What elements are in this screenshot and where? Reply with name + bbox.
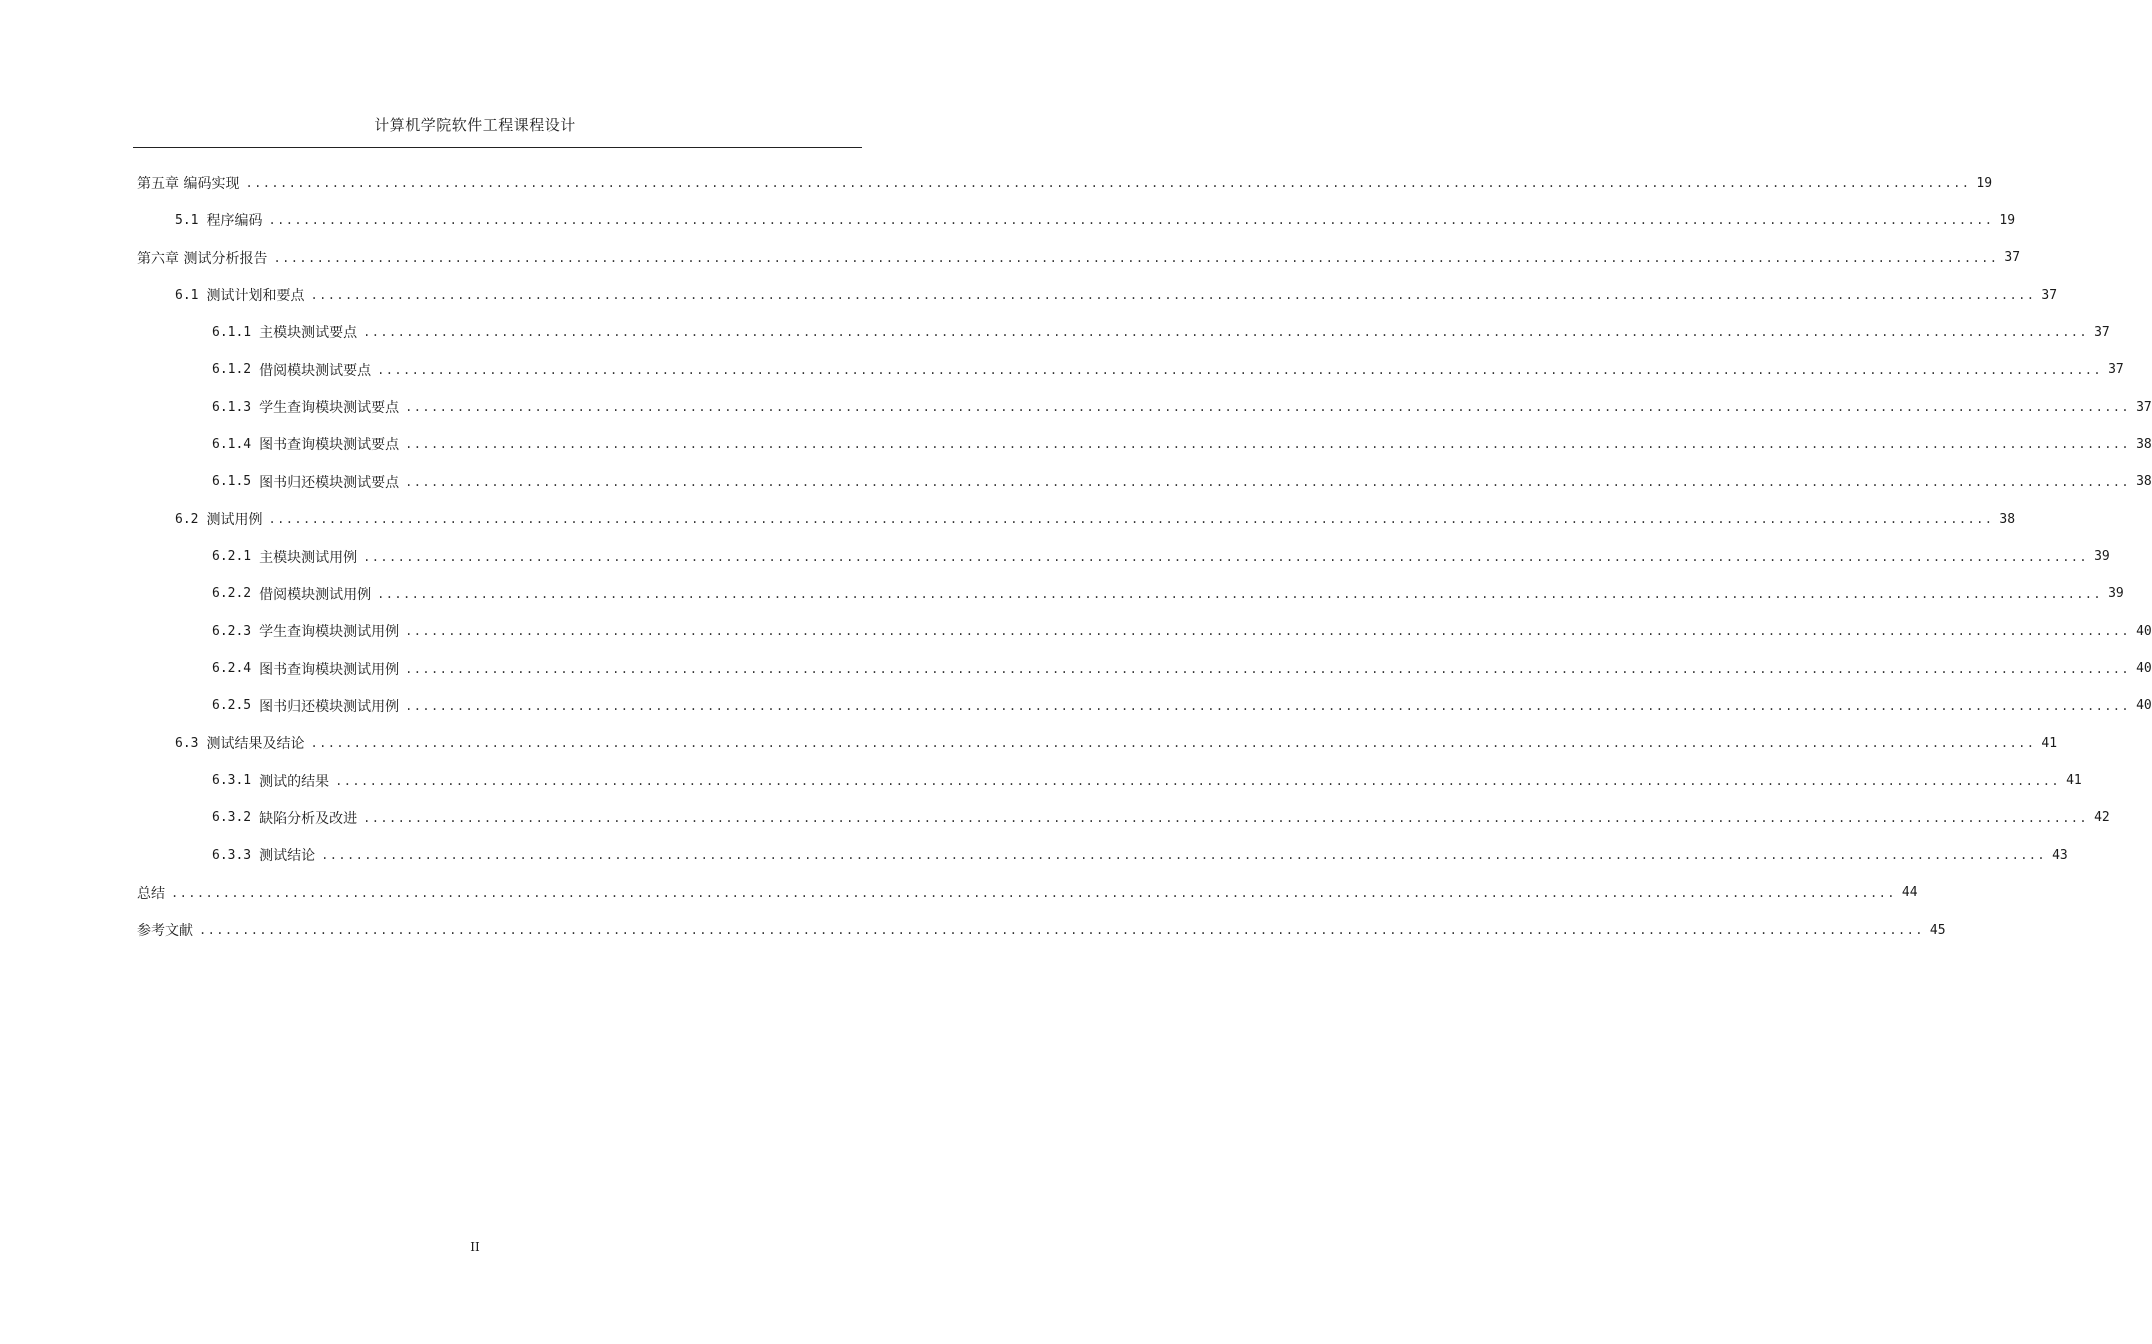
toc-entry[interactable] [175, 282, 2058, 308]
toc-entry[interactable] [212, 357, 2124, 383]
toc-entry-title: 图书归还模块测试要点 [259, 474, 400, 491]
toc-entry-page: 39 [2094, 549, 2110, 564]
toc-entry-page: 41 [2066, 773, 2082, 789]
toc-entry-page: 37 [2094, 324, 2110, 340]
toc-entry-title: 主模块测试用例 [259, 549, 358, 566]
toc-dot-leader: ........................................................................................................................................................................................................ [363, 325, 2089, 340]
toc-entry[interactable] [212, 693, 2152, 719]
toc-entry-number: 6.2.5 [212, 698, 252, 714]
toc-entry-title: 图书查询模块测试用例 [259, 661, 400, 678]
toc-entry-number: 6.3.3 [212, 847, 252, 863]
toc-entry[interactable] [137, 880, 1918, 906]
toc-entry-page: 41 [2041, 735, 2058, 751]
toc-entry[interactable] [137, 917, 1946, 943]
toc-entry-page: 38 [2136, 436, 2152, 452]
toc-entry-number: 6.2.2 [212, 586, 252, 602]
toc-dot-leader: ........................................................................................................................................................................................................ [310, 288, 2036, 303]
toc-dot-leader: ........................................................................................................................................................................................................ [377, 586, 2103, 601]
toc-dot-leader: ........................................................................................................................................................................................................ [405, 624, 2131, 639]
toc-entry-title: 第六章 测试分析报告 [137, 250, 268, 267]
toc-dot-leader: ........................................................................................................................................................................................................ [405, 661, 2131, 676]
toc-entry[interactable] [212, 656, 2152, 682]
toc-entry-title: 第五章 编码实现 [137, 176, 240, 192]
toc-dot-leader: ........................................................................................................................................................................................................ [363, 549, 2089, 564]
toc-dot-leader: ........................................................................................................................................................................................................ [405, 698, 2131, 713]
toc-entry-page: 45 [1929, 922, 1946, 938]
toc-entry-page: 19 [1999, 212, 2016, 228]
toc-entry-title: 测试结果及结论 [206, 736, 305, 753]
toc-entry[interactable] [175, 506, 2016, 532]
toc-entry-title: 学生查询模块测试要点 [259, 400, 400, 417]
toc-entry[interactable] [212, 805, 2110, 831]
toc-entry-number: 6.2.3 [212, 623, 252, 639]
toc-entry[interactable] [212, 431, 2152, 457]
toc-entry-number: 6.1.1 [212, 324, 252, 340]
toc-entry[interactable] [212, 768, 2082, 794]
toc-entry-number: 6.1 [175, 287, 199, 303]
toc-dot-leader: ........................................................................................................................................................................................................ [405, 400, 2131, 415]
toc-entry-page: 37 [2136, 399, 2152, 415]
toc-entry-page: 44 [1901, 885, 1918, 901]
toc-dot-leader: ........................................................................................................................................................................................................ [363, 810, 2089, 825]
toc-entry-title: 学生查询模块测试用例 [259, 624, 400, 641]
toc-entry-number: 6.2.4 [212, 661, 252, 677]
toc-entry-number: 6.3 [175, 735, 199, 751]
toc-entry-number: 5.1 [175, 212, 199, 228]
toc-entry-page: 42 [2094, 810, 2110, 826]
header-divider [133, 147, 862, 148]
toc-dot-leader: ........................................................................................................................................................................................................ [245, 176, 1971, 190]
toc-entry-number: 6.2 [175, 511, 199, 527]
toc-dot-leader: ........................................................................................................................................................................................................ [273, 250, 1999, 265]
toc-entry-title: 主模块测试要点 [259, 325, 358, 342]
toc-entry-page: 19 [1976, 175, 1993, 191]
toc-entry-title: 总结 [137, 885, 165, 902]
toc-entry-number: 6.3.1 [212, 773, 252, 789]
toc-entry[interactable] [175, 730, 2058, 756]
toc-dot-leader: ........................................................................................................................................................................................................ [405, 437, 2131, 452]
toc-entry[interactable] [212, 581, 2124, 607]
toc-entry[interactable] [212, 319, 2110, 345]
toc-entry-page: 40 [2136, 623, 2152, 639]
toc-entry[interactable] [212, 469, 2152, 495]
toc-entry-page: 37 [2041, 287, 2058, 303]
toc-entry-title: 测试的结果 [259, 773, 330, 790]
toc-dot-leader: ........................................................................................................................................................................................................ [268, 213, 1994, 228]
toc-entry-title: 参考文献 [137, 923, 193, 939]
toc-entry[interactable] [212, 842, 2068, 868]
toc-dot-leader: ........................................................................................................................................................................................................ [310, 736, 2036, 751]
page-number: II [470, 1240, 480, 1254]
toc-entry-number: 6.1.4 [212, 436, 252, 452]
toc-entry[interactable] [175, 207, 2016, 233]
toc-entry-title: 测试计划和要点 [206, 288, 305, 305]
toc-entry-number: 6.1.5 [212, 474, 252, 490]
toc-dot-leader: ........................................................................................................................................................................................................ [377, 362, 2103, 377]
toc-entry-page: 37 [2108, 362, 2124, 378]
toc-entry-page: 40 [2136, 698, 2152, 714]
toc-entry-title: 缺陷分析及改进 [259, 810, 358, 827]
toc-entry-title: 测试结论 [259, 848, 316, 865]
toc-entry-page: 40 [2136, 661, 2152, 677]
toc-entry-page: 38 [2136, 474, 2152, 490]
toc-entry[interactable] [212, 544, 2110, 570]
toc-entry-page: 38 [1999, 511, 2016, 527]
toc-dot-leader: ........................................................................................................................................................................................................ [199, 923, 1924, 937]
toc-dot-leader: ........................................................................................................................................................................................................ [321, 848, 2047, 863]
toc-entry-number: 6.2.1 [212, 549, 252, 564]
toc-entry-title: 图书查询模块测试要点 [259, 437, 400, 454]
toc-dot-leader: ........................................................................................................................................................................................................ [405, 474, 2131, 489]
toc-entry[interactable] [137, 170, 1993, 196]
toc-dot-leader: ........................................................................................................................................................................................................ [335, 773, 2061, 788]
toc-entry-title: 借阅模块测试用例 [259, 586, 372, 603]
toc-entry-page: 37 [2004, 250, 2021, 266]
toc-entry[interactable] [212, 618, 2152, 644]
toc-dot-leader: ........................................................................................................................................................................................................ [268, 512, 1994, 527]
page-header-title: 计算机学院软件工程课程设计 [374, 116, 576, 134]
toc-entry-title: 借阅模块测试要点 [259, 362, 372, 379]
toc-entry-title: 测试用例 [206, 512, 263, 529]
toc-entry-page: 39 [2108, 586, 2124, 602]
toc-entry-number: 6.3.2 [212, 810, 252, 826]
toc-dot-leader: ........................................................................................................................................................................................................ [171, 885, 1896, 900]
toc-entry[interactable] [212, 394, 2152, 420]
toc-entry-title: 图书归还模块测试用例 [259, 698, 400, 715]
toc-entry-number: 6.1.2 [212, 362, 252, 378]
toc-entry-title: 程序编码 [206, 213, 263, 230]
toc-entry[interactable] [137, 245, 2021, 271]
toc-entry-number: 6.1.3 [212, 399, 252, 415]
toc-entry-page: 43 [2052, 847, 2068, 863]
